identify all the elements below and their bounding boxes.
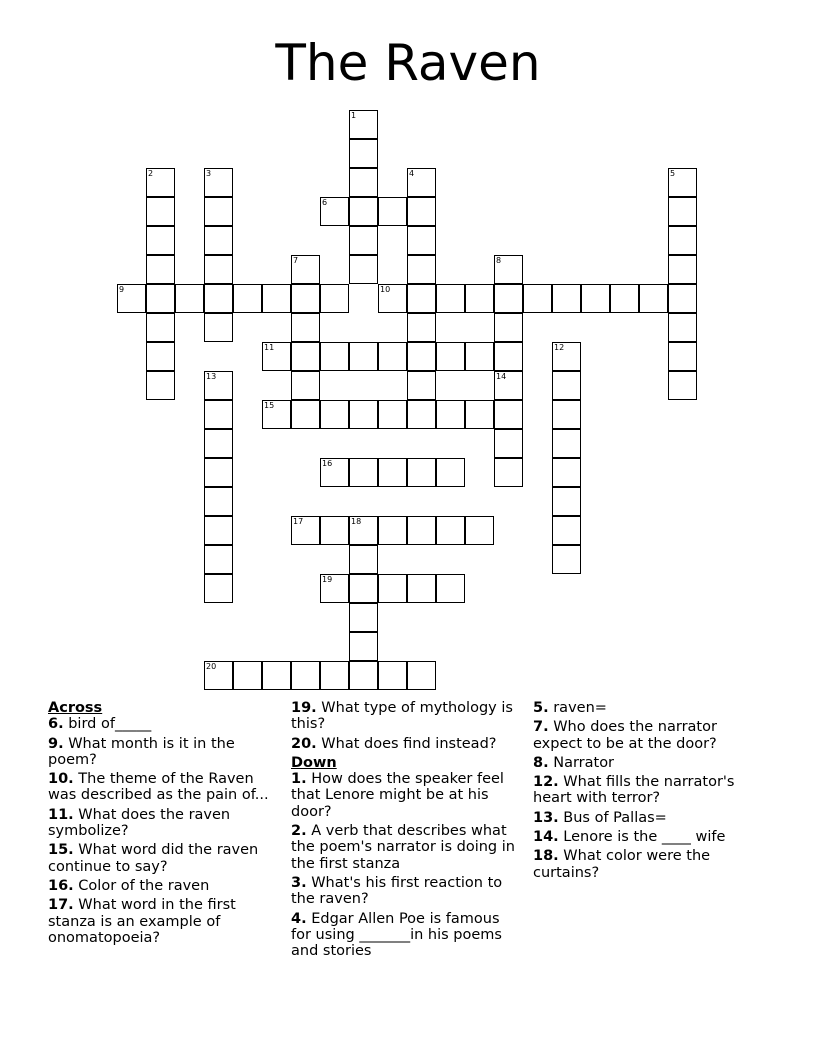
- clue-item-number: 20.: [291, 735, 317, 752]
- grid-cell[interactable]: [291, 313, 320, 342]
- clue-item-text: bird of_____: [63, 716, 152, 733]
- grid-cell[interactable]: [465, 284, 494, 313]
- grid-cell[interactable]: [146, 255, 175, 284]
- grid-cell[interactable]: [146, 197, 175, 226]
- grid-cell[interactable]: [552, 284, 581, 313]
- clue-item-text: What does the raven symbolize?: [48, 806, 231, 840]
- clue-item: [48, 878, 280, 894]
- grid-cell[interactable]: [146, 342, 175, 371]
- grid-cell[interactable]: [320, 197, 349, 226]
- clue-number: 9: [119, 285, 125, 294]
- clue-item-number: 14.: [533, 829, 559, 846]
- clue-number: 1: [351, 111, 357, 120]
- grid-cell[interactable]: [407, 255, 436, 284]
- grid-cell[interactable]: [349, 516, 378, 545]
- clues-column-3: [533, 700, 768, 884]
- grid-cell[interactable]: [668, 284, 697, 313]
- grid-cell[interactable]: [320, 516, 349, 545]
- grid-cell[interactable]: [291, 516, 320, 545]
- clue-item-number: 6.: [48, 716, 64, 733]
- clue-item-number: 2.: [291, 823, 307, 840]
- grid-cell[interactable]: [407, 661, 436, 690]
- grid-cell[interactable]: [291, 255, 320, 284]
- clue-item: [291, 700, 523, 733]
- grid-cell[interactable]: [262, 400, 291, 429]
- clue-item-number: 8.: [533, 754, 549, 771]
- grid-cell[interactable]: [552, 429, 581, 458]
- grid-cell[interactable]: [117, 284, 146, 313]
- grid-cell[interactable]: [349, 168, 378, 197]
- grid-cell[interactable]: [320, 574, 349, 603]
- clue-item-number: 10.: [48, 771, 74, 788]
- clue-item-number: 7.: [533, 719, 549, 736]
- down-header: Down: [291, 754, 337, 771]
- grid-cell[interactable]: [436, 400, 465, 429]
- grid-cell[interactable]: [204, 545, 233, 574]
- clue-number: 13: [206, 372, 217, 381]
- grid-cell[interactable]: [378, 661, 407, 690]
- grid-cell[interactable]: [349, 545, 378, 574]
- grid-cell[interactable]: [378, 342, 407, 371]
- clue-item-text: What word did the raven continue to say?: [48, 842, 259, 875]
- across-header: Across: [48, 700, 103, 716]
- clue-number: 17: [293, 517, 304, 526]
- grid-cell[interactable]: [204, 516, 233, 545]
- grid-cell[interactable]: [494, 400, 523, 429]
- grid-cell[interactable]: [407, 197, 436, 226]
- grid-cell[interactable]: [349, 632, 378, 661]
- grid-cell[interactable]: [233, 284, 262, 313]
- grid-cell[interactable]: [378, 574, 407, 603]
- grid-cell[interactable]: [146, 313, 175, 342]
- clue-item-text: What month is it in the poem?: [48, 735, 235, 768]
- grid-cell[interactable]: [291, 661, 320, 690]
- grid-cell[interactable]: [436, 574, 465, 603]
- grid-cell[interactable]: [204, 255, 233, 284]
- grid-cell[interactable]: [552, 371, 581, 400]
- grid-cell[interactable]: [204, 284, 233, 313]
- grid-cell[interactable]: [204, 313, 233, 342]
- grid-cell[interactable]: [407, 342, 436, 371]
- clue-item: [533, 774, 768, 807]
- clue-item: [291, 736, 523, 752]
- clue-item-text: raven=: [548, 700, 607, 716]
- clue-number: 7: [293, 256, 299, 265]
- clue-item-text: What color were the curtains?: [533, 848, 711, 881]
- clue-item-number: 1.: [291, 771, 307, 788]
- grid-cell[interactable]: [494, 429, 523, 458]
- grid-cell[interactable]: [494, 342, 523, 371]
- grid-cell[interactable]: [407, 313, 436, 342]
- grid-cell[interactable]: [407, 168, 436, 197]
- clue-item: [533, 810, 768, 826]
- grid-cell[interactable]: [349, 458, 378, 487]
- clue-item-text: What fills the narrator's heart with terror?: [533, 774, 735, 807]
- clue-item-text: What does find instead?: [316, 735, 497, 752]
- clue-item-text: A verb that describes what the poem's narrator is doing in the first stanza: [291, 823, 515, 872]
- grid-cell[interactable]: [204, 574, 233, 603]
- clue-item-text: What type of mythology is this?: [291, 700, 513, 733]
- grid-cell[interactable]: [349, 197, 378, 226]
- clue-item-text: The theme of the Raven was described as the pain of...: [48, 771, 269, 804]
- clue-item-text: What word in the first stanza is an example of onomatopoeia?: [48, 897, 236, 946]
- grid-cell[interactable]: [494, 255, 523, 284]
- clue-item-text: Narrator: [548, 754, 615, 771]
- clue-item-text: Bus of Pallas=: [558, 809, 667, 826]
- clue-number: 16: [322, 459, 333, 468]
- grid-cell[interactable]: [610, 284, 639, 313]
- grid-cell[interactable]: [146, 226, 175, 255]
- grid-cell[interactable]: [349, 661, 378, 690]
- grid-cell[interactable]: [668, 255, 697, 284]
- grid-cell[interactable]: [668, 371, 697, 400]
- grid-cell[interactable]: [378, 516, 407, 545]
- grid-cell[interactable]: [494, 371, 523, 400]
- grid-cell[interactable]: [349, 603, 378, 632]
- grid-cell[interactable]: [465, 342, 494, 371]
- clue-number: 6: [322, 198, 328, 207]
- grid-cell[interactable]: [175, 284, 204, 313]
- grid-cell[interactable]: [552, 342, 581, 371]
- grid-cell[interactable]: [349, 139, 378, 168]
- clue-item: [291, 771, 523, 820]
- grid-cell[interactable]: [204, 371, 233, 400]
- clue-item: [291, 911, 523, 960]
- grid-cell[interactable]: [552, 400, 581, 429]
- grid-cell[interactable]: [552, 487, 581, 516]
- grid-cell[interactable]: [552, 516, 581, 545]
- clue-item-text: Color of the raven: [73, 877, 210, 894]
- grid-cell[interactable]: [204, 661, 233, 690]
- grid-cell[interactable]: [291, 284, 320, 313]
- clue-number: 5: [670, 169, 676, 178]
- grid-cell[interactable]: [146, 168, 175, 197]
- grid-cell[interactable]: [204, 400, 233, 429]
- grid-cell[interactable]: [465, 400, 494, 429]
- grid-cell[interactable]: [407, 516, 436, 545]
- grid-cell[interactable]: [407, 226, 436, 255]
- clue-item: [533, 829, 768, 845]
- grid-cell[interactable]: [320, 661, 349, 690]
- grid-cell[interactable]: [291, 342, 320, 371]
- clue-number: 12: [554, 343, 565, 352]
- clue-number: 15: [264, 401, 275, 410]
- grid-cell[interactable]: [204, 168, 233, 197]
- grid-cell[interactable]: [291, 400, 320, 429]
- grid-cell[interactable]: [494, 284, 523, 313]
- grid-cell[interactable]: [407, 458, 436, 487]
- clue-item: [291, 875, 523, 908]
- clue-item: [533, 700, 768, 716]
- clue-item-number: 16.: [48, 877, 74, 894]
- grid-cell[interactable]: [378, 458, 407, 487]
- grid-cell[interactable]: [407, 574, 436, 603]
- grid-cell[interactable]: [494, 313, 523, 342]
- clue-item-number: 12.: [533, 774, 559, 791]
- grid-cell[interactable]: [349, 574, 378, 603]
- grid-cell[interactable]: [378, 400, 407, 429]
- grid-cell[interactable]: [552, 458, 581, 487]
- grid-cell[interactable]: [320, 342, 349, 371]
- clue-item: [533, 719, 768, 752]
- clue-item: [48, 716, 280, 732]
- grid-cell[interactable]: [204, 226, 233, 255]
- grid-cell[interactable]: [668, 197, 697, 226]
- grid-cell[interactable]: [349, 342, 378, 371]
- clue-number: 8: [496, 256, 502, 265]
- clue-item: [48, 842, 280, 875]
- grid-cell[interactable]: [378, 284, 407, 313]
- grid-cell[interactable]: [552, 545, 581, 574]
- grid-cell[interactable]: [262, 661, 291, 690]
- grid-cell[interactable]: [349, 110, 378, 139]
- grid-cell[interactable]: [668, 168, 697, 197]
- clue-item-number: 5.: [533, 700, 549, 716]
- clue-item: [48, 771, 280, 804]
- clue-number: 11: [264, 343, 275, 352]
- clue-number: 4: [409, 169, 415, 178]
- clue-item-text: Edgar Allen Poe is famous for using _______in his poems and stories: [291, 910, 502, 960]
- clue-item-number: 17.: [48, 897, 74, 914]
- grid-cell[interactable]: [436, 516, 465, 545]
- grid-cell[interactable]: [407, 371, 436, 400]
- grid-cell[interactable]: [465, 516, 494, 545]
- grid-cell[interactable]: [320, 284, 349, 313]
- clue-number: 18: [351, 517, 362, 526]
- grid-cell[interactable]: [349, 400, 378, 429]
- grid-cell[interactable]: [349, 255, 378, 284]
- grid-cell[interactable]: [523, 284, 552, 313]
- grid-cell[interactable]: [146, 284, 175, 313]
- grid-cell[interactable]: [204, 458, 233, 487]
- grid-cell[interactable]: [233, 661, 262, 690]
- grid-cell[interactable]: [581, 284, 610, 313]
- clues-column-2: [291, 700, 523, 962]
- clue-number: 19: [322, 575, 333, 584]
- clue-item-text: How does the speaker feel that Lenore might be at his door?: [291, 771, 504, 820]
- grid-cell[interactable]: [436, 458, 465, 487]
- clue-item-number: 3.: [291, 874, 307, 891]
- grid-cell[interactable]: [639, 284, 668, 313]
- grid-cell[interactable]: [204, 197, 233, 226]
- clue-item: [48, 736, 280, 769]
- puzzle-title: The Raven: [275, 34, 541, 92]
- clue-number: 2: [148, 169, 154, 178]
- clue-item-number: 19.: [291, 700, 317, 716]
- grid-cell[interactable]: [349, 226, 378, 255]
- grid-cell[interactable]: [262, 284, 291, 313]
- clue-item-text: What's his first reaction to the raven?: [291, 874, 503, 908]
- clue-number: 14: [496, 372, 507, 381]
- clue-number: 10: [380, 285, 391, 294]
- grid-cell[interactable]: [436, 284, 465, 313]
- clue-item: [533, 848, 768, 881]
- clue-number: 3: [206, 169, 212, 178]
- grid-cell[interactable]: [262, 342, 291, 371]
- clues-column-1: [48, 700, 280, 949]
- grid-cell[interactable]: [291, 371, 320, 400]
- grid-cell[interactable]: [494, 458, 523, 487]
- clue-item-number: 11.: [48, 806, 74, 823]
- clue-item-text: Lenore is the ____ wife: [558, 829, 726, 846]
- clue-item-number: 13.: [533, 809, 559, 826]
- grid-cell[interactable]: [407, 400, 436, 429]
- grid-cell[interactable]: [668, 313, 697, 342]
- grid-cell[interactable]: [204, 429, 233, 458]
- clue-item: [48, 897, 280, 946]
- clue-item-text: Who does the narrator expect to be at the door?: [533, 719, 717, 752]
- grid-cell[interactable]: [146, 371, 175, 400]
- clue-item-number: 4.: [291, 910, 307, 927]
- grid-cell[interactable]: [320, 400, 349, 429]
- grid-cell[interactable]: [668, 226, 697, 255]
- grid-cell[interactable]: [320, 458, 349, 487]
- clue-item-number: 9.: [48, 735, 64, 752]
- grid-cell[interactable]: [378, 197, 407, 226]
- clue-item: [533, 755, 768, 771]
- grid-cell[interactable]: [436, 342, 465, 371]
- grid-cell[interactable]: [204, 487, 233, 516]
- clue-item: [48, 807, 280, 840]
- clue-item: [291, 823, 523, 872]
- clue-number: 20: [206, 662, 217, 671]
- clue-item-number: 18.: [533, 848, 559, 865]
- grid-cell[interactable]: [668, 342, 697, 371]
- clue-item-number: 15.: [48, 842, 74, 859]
- grid-cell[interactable]: [407, 284, 436, 313]
